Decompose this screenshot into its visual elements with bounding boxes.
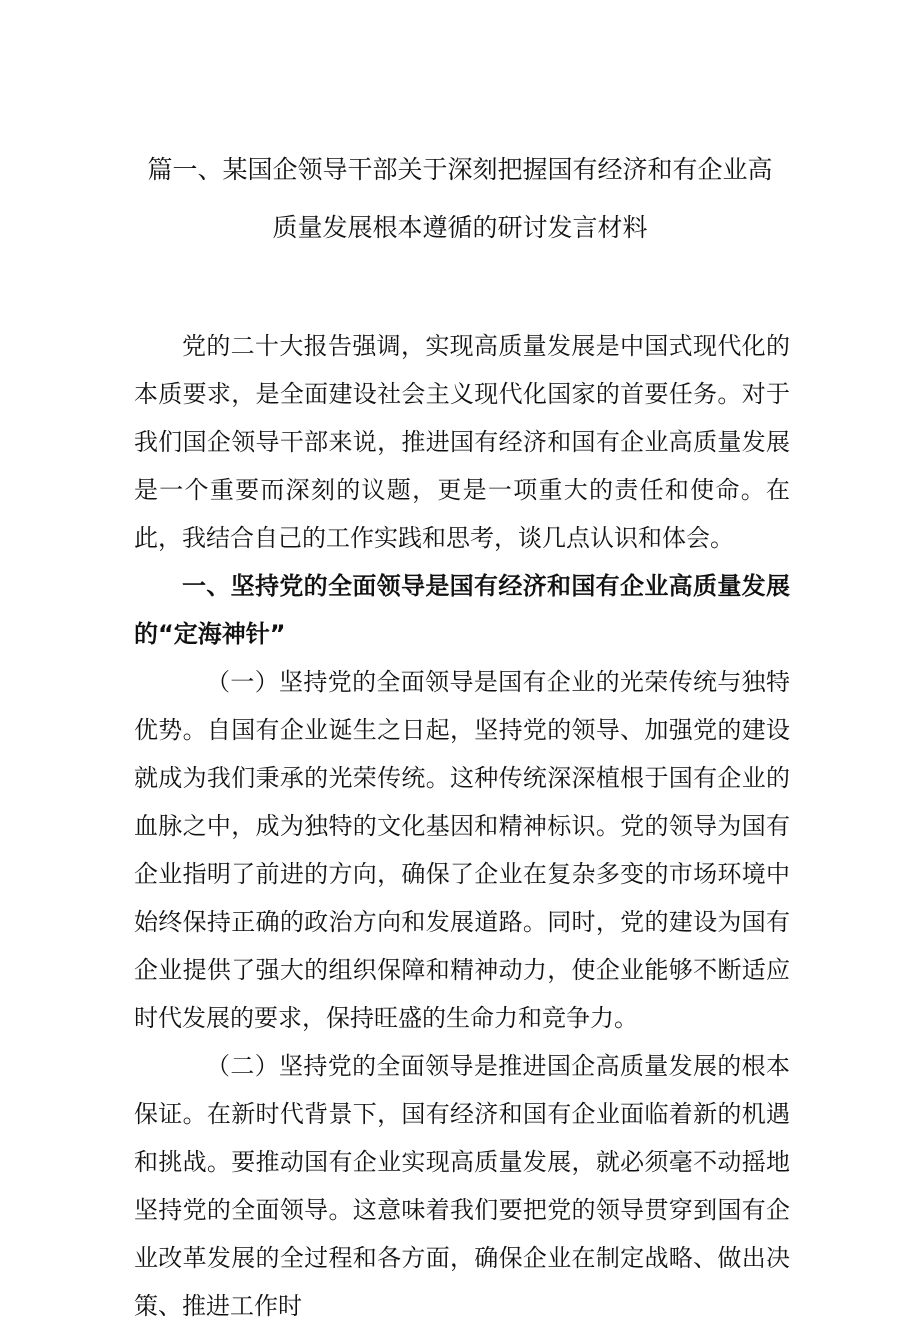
- document-title-line-1: 篇一、某国企领导干部关于深刻把握国有经济和有企业高: [147, 155, 773, 184]
- subsection-paragraph-1: （一）坚持党的全面领导是国有企业的光荣传统与独特优势。自国有企业诞生之日起，坚持党的领导、加强党的建设就成为我们秉承的光荣传统。这种传统深深植根于国有企业的血脉之中，成为独特的文化基因和精神标识。党的领导为国有企业指明了前进的方向，确保了企业在复杂多变的市场环境中始终保持正确的政治方向和发展道路。同时，党的建设为国有企业提供了强大的组织保障和精神动力，使企业能够不断适应时代发展的要求，保持旺盛的生命力和竞争力。: [134, 668, 790, 1032]
- section-heading-1: 一、坚持党的全面领导是国有经济和国有企业高质量发展的“定海神针”: [134, 572, 790, 648]
- document-body: [134, 322, 790, 1330]
- intro-paragraph: 党的二十大报告强调，实现高质量发展是中国式现代化的本质要求，是全面建设社会主义现代化国家的首要任务。对于我们国企领导干部来说，推进国有经济和国有企业高质量发展是一个重要而深刻的议题，更是一项重大的责任和使命。在此，我结合自己的工作实践和思考，谈几点认识和体会。: [134, 332, 790, 552]
- subsection-paragraph-2: （二）坚持党的全面领导是推进国企高质量发展的根本保证。在新时代背景下，国有经济和国有企业面临着新的机遇和挑战。要推动国有企业实现高质量发展，就必须毫不动摇地坚持党的全面领导。这意味着我们要把党的领导贯穿到国有企业改革发展的全过程和各方面，确保企业在制定战略、做出决策、推进工作时: [134, 1052, 790, 1320]
- document-title-line-2: 质量发展根本遵循的研讨发言材料: [272, 213, 648, 242]
